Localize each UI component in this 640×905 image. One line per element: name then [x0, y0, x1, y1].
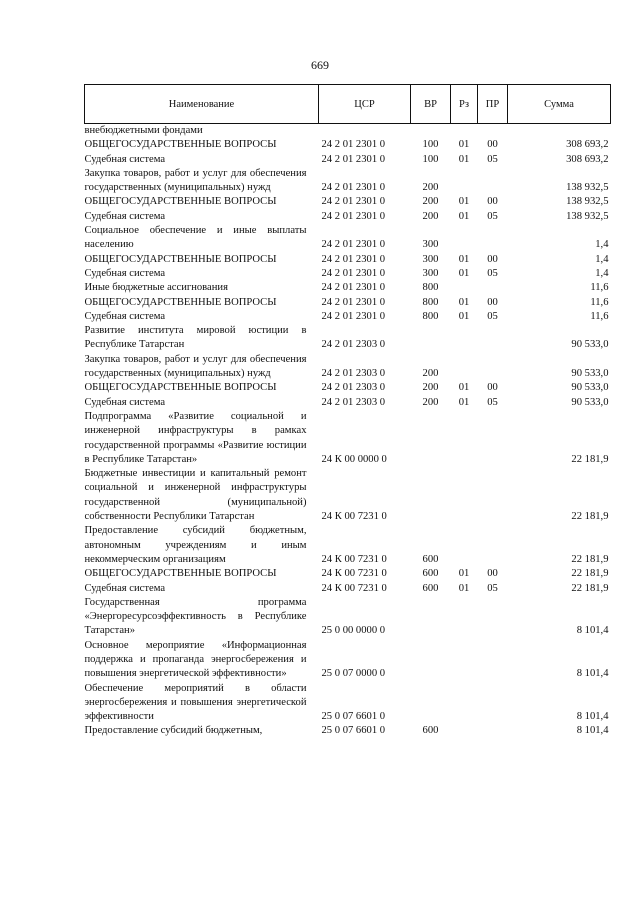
cell-pr	[478, 353, 508, 382]
cell-name: Развитие института мировой юстиции в Республике Татарстан	[84, 325, 307, 351]
cell-name: Подпрограмма «Развитие социальной и инженерной инфраструктуры в рамках государственной программы «Развитие юстиции в Республике Татарстан»	[84, 410, 307, 465]
cell-rz	[451, 324, 478, 353]
table-row	[85, 639, 611, 682]
cell-vr	[411, 596, 451, 639]
table-row	[85, 524, 611, 567]
cell-csr: 24 2 01 2303 0	[321, 339, 386, 351]
cell-sum: 8 101,4	[576, 725, 609, 737]
cell-csr: 24 2 01 2301 0	[321, 282, 386, 294]
cell-rz: 01	[458, 253, 470, 265]
header-name: Наименование	[85, 85, 319, 124]
cell-name: Предоставление субсидий бюджетным, автономным учреждениям и иным некоммерческим организациям	[84, 525, 307, 565]
cell-name: Судебная система	[84, 210, 166, 222]
cell-sum: 90 533,0	[571, 396, 609, 408]
cell-pr: 05	[487, 210, 498, 222]
cell-rz: 01	[458, 310, 470, 322]
cell-pr: 05	[487, 396, 498, 408]
cell-csr: 24 2 01 2301 0	[321, 239, 386, 251]
cell-vr: 100	[422, 139, 439, 151]
cell-csr: 25 0 07 6601 0	[321, 725, 386, 737]
cell-name: Судебная система	[84, 582, 166, 594]
header-sum: Сумма	[508, 85, 611, 124]
cell-rz: 01	[458, 568, 470, 580]
cell-csr: 24 2 01 2303 0	[321, 396, 386, 408]
cell-name: Социальное обеспечение и иные выплаты населению	[84, 225, 307, 251]
cell-sum: 22 181,9	[571, 511, 609, 523]
table-header	[85, 85, 611, 124]
cell-name: Иные бюджетные ассигнования	[84, 282, 228, 294]
table-row	[85, 324, 611, 353]
cell-vr	[411, 682, 451, 725]
cell-sum: 138 932,5	[566, 210, 609, 222]
cell-vr: 600	[422, 568, 439, 580]
cell-vr: 100	[422, 153, 439, 165]
cell-vr: 300	[422, 239, 439, 251]
table-row	[85, 124, 611, 139]
cell-csr: 24 2 01 2301 0	[321, 310, 386, 322]
cell-name: ОБЩЕГОСУДАРСТВЕННЫЕ ВОПРОСЫ	[84, 382, 277, 394]
cell-name: Закупка товаров, работ и услуг для обеспечения государственных (муниципальных) нужд	[84, 167, 307, 194]
cell-sum: 1,4	[595, 253, 609, 265]
table-row	[85, 682, 611, 725]
table-row	[85, 596, 611, 639]
cell-name: Судебная система	[84, 396, 166, 408]
table-row	[85, 310, 611, 324]
table-row	[85, 210, 611, 224]
cell-csr	[319, 124, 411, 139]
cell-sum	[508, 124, 611, 139]
cell-csr: 24 2 01 2301 0	[321, 182, 386, 194]
cell-csr: 24 2 01 2301 0	[321, 210, 386, 222]
cell-sum: 8 101,4	[576, 625, 609, 637]
cell-csr: 25 0 00 0000 0	[321, 625, 386, 637]
table-row	[85, 467, 611, 524]
cell-csr: 24 К 00 7231 0	[321, 553, 387, 565]
table-row	[85, 138, 611, 152]
cell-csr: 24 2 01 2301 0	[321, 196, 386, 208]
cell-csr: 24 К 00 7231 0	[321, 582, 387, 594]
cell-pr	[478, 224, 508, 253]
cell-csr: 24 2 01 2303 0	[321, 368, 386, 380]
cell-rz	[451, 124, 478, 139]
cell-rz: 01	[458, 582, 470, 594]
cell-rz	[451, 410, 478, 467]
cell-rz	[451, 467, 478, 524]
cell-sum: 22 181,9	[571, 568, 609, 580]
cell-name: Судебная система	[84, 153, 166, 165]
cell-rz: 01	[458, 396, 470, 408]
cell-sum: 22 181,9	[571, 553, 609, 565]
cell-sum: 8 101,4	[576, 711, 609, 723]
cell-sum: 22 181,9	[571, 453, 609, 465]
cell-sum: 90 533,0	[571, 382, 609, 394]
cell-sum: 1,4	[595, 267, 609, 279]
cell-name: Государственная программа «Энергоресурсоэффективность в Республике Татарстан»	[84, 596, 307, 637]
cell-vr	[411, 467, 451, 524]
cell-rz	[451, 353, 478, 382]
table-row	[85, 353, 611, 382]
cell-rz: 01	[458, 382, 470, 394]
cell-sum: 308 693,2	[566, 153, 609, 165]
cell-pr	[478, 410, 508, 467]
cell-name: ОБЩЕГОСУДАРСТВЕННЫЕ ВОПРОСЫ	[84, 296, 277, 308]
cell-sum: 11,6	[590, 282, 609, 294]
cell-csr: 25 0 07 0000 0	[321, 668, 386, 680]
cell-name: Бюджетные инвестиции и капитальный ремонт социальной и инженерной инфраструктуры государственной (муниципальной) собственности Республики Татарстан	[84, 468, 307, 523]
table-row	[85, 724, 611, 738]
cell-csr: 24 2 01 2301 0	[321, 253, 386, 265]
header-rz: Рз	[451, 85, 478, 124]
cell-vr: 200	[422, 368, 439, 380]
cell-sum: 8 101,4	[576, 668, 609, 680]
cell-csr: 24 2 01 2301 0	[321, 296, 386, 308]
cell-rz	[451, 724, 478, 738]
cell-pr: 00	[487, 568, 498, 580]
cell-vr: 800	[422, 282, 439, 294]
table-row	[85, 167, 611, 196]
cell-csr: 24 К 00 7231 0	[321, 568, 387, 580]
table-row	[85, 253, 611, 267]
cell-pr: 00	[487, 382, 498, 394]
cell-csr: 24 2 01 2301 0	[321, 267, 386, 279]
table-row	[85, 195, 611, 209]
cell-pr	[478, 324, 508, 353]
cell-pr	[478, 167, 508, 196]
cell-name: ОБЩЕГОСУДАРСТВЕННЫЕ ВОПРОСЫ	[84, 253, 277, 265]
cell-pr	[478, 596, 508, 639]
cell-rz	[451, 524, 478, 567]
cell-pr	[478, 724, 508, 738]
header-csr: ЦСР	[319, 85, 411, 124]
cell-vr	[411, 124, 451, 139]
cell-pr	[478, 467, 508, 524]
cell-pr: 05	[487, 582, 498, 594]
table-row	[85, 567, 611, 581]
cell-rz: 01	[458, 153, 470, 165]
cell-name: Судебная система	[84, 310, 166, 322]
cell-pr	[478, 124, 508, 139]
cell-pr: 00	[487, 139, 498, 151]
cell-sum: 138 932,5	[566, 196, 609, 208]
table-body	[85, 124, 611, 739]
cell-sum: 1,4	[595, 239, 609, 251]
cell-sum: 308 693,2	[566, 139, 609, 151]
cell-sum: 11,6	[590, 296, 609, 308]
table-row	[85, 281, 611, 295]
table-row	[85, 267, 611, 281]
cell-vr: 300	[422, 253, 439, 265]
cell-csr: 24 К 00 7231 0	[321, 511, 387, 523]
table-row	[85, 381, 611, 395]
cell-csr: 25 0 07 6601 0	[321, 711, 386, 723]
page-number: 669	[311, 58, 329, 72]
cell-pr	[478, 281, 508, 295]
cell-name: Предоставление субсидий бюджетным,	[84, 725, 263, 737]
cell-vr: 600	[422, 553, 439, 565]
cell-pr	[478, 639, 508, 682]
cell-pr	[478, 682, 508, 725]
cell-rz	[451, 224, 478, 253]
cell-rz: 01	[458, 139, 470, 151]
cell-sum: 138 932,5	[566, 182, 609, 194]
cell-sum: 90 533,0	[571, 339, 609, 351]
table-row	[85, 582, 611, 596]
cell-csr: 24 2 01 2301 0	[321, 153, 386, 165]
cell-pr: 05	[487, 267, 498, 279]
cell-pr	[478, 524, 508, 567]
cell-vr: 800	[422, 296, 439, 308]
cell-name: внебюджетными фондами	[84, 125, 203, 136]
cell-rz	[451, 167, 478, 196]
cell-name: ОБЩЕГОСУДАРСТВЕННЫЕ ВОПРОСЫ	[84, 568, 277, 580]
cell-sum: 90 533,0	[571, 368, 609, 380]
cell-name: Судебная система	[84, 267, 166, 279]
table-row	[85, 224, 611, 253]
cell-pr: 05	[487, 310, 498, 322]
cell-vr: 200	[422, 396, 439, 408]
header-pr: ПР	[478, 85, 508, 124]
cell-name: ОБЩЕГОСУДАРСТВЕННЫЕ ВОПРОСЫ	[84, 139, 277, 151]
cell-vr	[411, 324, 451, 353]
cell-vr: 200	[422, 196, 439, 208]
cell-name: Закупка товаров, работ и услуг для обеспечения государственных (муниципальных) нужд	[84, 353, 307, 380]
cell-name: Основное мероприятие «Информационная поддержка и пропаганда энергосбережения и повышения энергетической эффективности»	[84, 639, 307, 680]
budget-table	[84, 84, 611, 739]
cell-vr: 600	[422, 725, 439, 737]
cell-rz: 01	[458, 267, 470, 279]
cell-csr: 24 2 01 2301 0	[321, 139, 386, 151]
cell-vr: 300	[422, 267, 439, 279]
cell-pr: 00	[487, 296, 498, 308]
cell-rz	[451, 281, 478, 295]
cell-csr: 24 2 01 2303 0	[321, 382, 386, 394]
cell-pr: 05	[487, 153, 498, 165]
table-row	[85, 410, 611, 467]
table-row	[85, 396, 611, 410]
cell-vr: 200	[422, 210, 439, 222]
cell-rz: 01	[458, 210, 470, 222]
cell-sum: 11,6	[590, 310, 609, 322]
cell-rz: 01	[458, 296, 470, 308]
cell-vr: 200	[422, 382, 439, 394]
cell-vr: 800	[422, 310, 439, 322]
header-vr: ВР	[411, 85, 451, 124]
cell-vr: 600	[422, 582, 439, 594]
cell-vr: 200	[422, 182, 439, 194]
cell-rz: 01	[458, 196, 470, 208]
cell-pr: 00	[487, 253, 498, 265]
table-row	[85, 153, 611, 167]
cell-pr: 00	[487, 196, 498, 208]
table-row	[85, 296, 611, 310]
cell-rz	[451, 639, 478, 682]
cell-name: ОБЩЕГОСУДАРСТВЕННЫЕ ВОПРОСЫ	[84, 196, 277, 208]
cell-rz	[451, 596, 478, 639]
cell-name: Обеспечение мероприятий в области энергосбережения и повышения энергетической эффективности	[84, 682, 307, 723]
cell-vr	[411, 410, 451, 467]
cell-sum: 22 181,9	[571, 582, 609, 594]
cell-rz	[451, 682, 478, 725]
cell-csr: 24 К 00 0000 0	[321, 453, 387, 465]
cell-vr	[411, 639, 451, 682]
